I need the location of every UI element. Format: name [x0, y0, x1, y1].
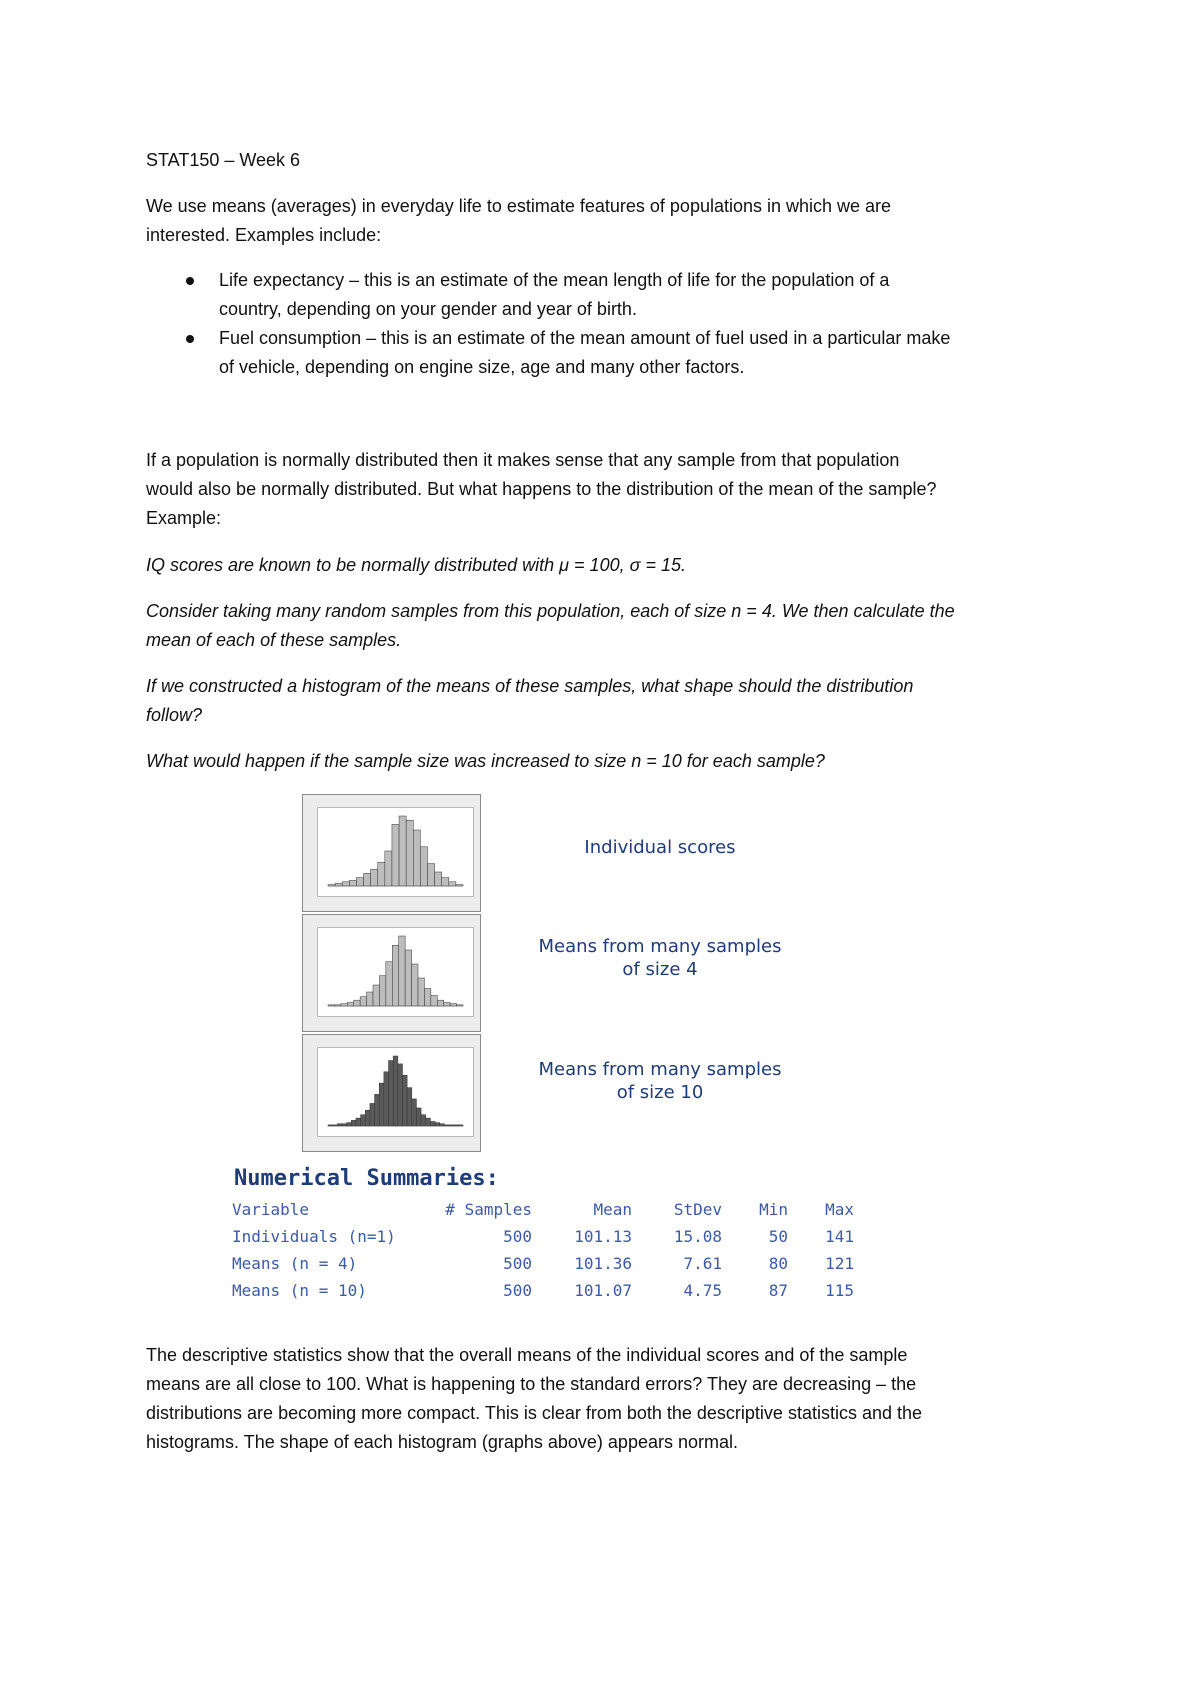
bullet-dot [186, 277, 194, 285]
histogram-bar [444, 1003, 450, 1007]
histogram-individuals-chart [318, 808, 473, 896]
table-cell: 500 [503, 1254, 532, 1273]
histogram-bar [349, 880, 356, 886]
histogram-bar [431, 996, 437, 1007]
histogram-bar [393, 1056, 398, 1126]
table-cell: 80 [768, 1254, 788, 1273]
caption-means-n10 [520, 1058, 800, 1104]
paragraph-2-line-2: would also be normally distributed. But what happens to the distribution of the mean of the sample? [146, 479, 937, 499]
caption-individual-scores [520, 836, 800, 859]
histogram-bar [360, 997, 366, 1006]
example-line-2: Consider taking many random samples from this population, each of size n = 4. We then calculate the [146, 601, 955, 621]
table-cell: Means (n = 4) [232, 1254, 358, 1273]
table-cell: 141 [825, 1227, 854, 1246]
example-line-5: follow? [146, 705, 203, 725]
histogram-bar [342, 882, 349, 886]
histogram-bar [449, 1125, 454, 1126]
histogram-bar [427, 864, 434, 886]
histogram-bar [354, 1000, 360, 1006]
histogram-bar [437, 1000, 443, 1006]
bullet-2-line-1: Fuel consumption – this is an estimate of the mean amount of fuel used in a particular make [219, 328, 951, 348]
table-cell: 7.61 [683, 1254, 722, 1273]
histogram-bar [392, 824, 399, 886]
histogram-bar [328, 885, 335, 886]
histogram-bar [412, 964, 418, 1006]
table-row [232, 1277, 854, 1304]
table-cell: Means (n = 10) [232, 1281, 367, 1300]
paragraph-2-line-1: If a population is normally distributed then it makes sense that any sample from that population [146, 450, 900, 470]
histogram-bar [435, 872, 442, 886]
histogram-bar [402, 1075, 407, 1126]
histogram-bar [328, 1005, 334, 1006]
table-row [232, 1250, 854, 1277]
table-cell: 15.08 [673, 1227, 722, 1246]
histogram-bar [435, 1123, 440, 1126]
table-cell: 121 [825, 1254, 854, 1273]
column-header: Mean [593, 1200, 632, 1219]
table-cell: 101.13 [574, 1227, 632, 1246]
column-header: Max [825, 1200, 854, 1219]
histogram-bar [341, 1004, 347, 1006]
histogram-bar [440, 1124, 445, 1126]
bullet-1-line-1: Life expectancy – this is an estimate of the mean length of life for the population of a [219, 270, 890, 290]
histogram-plot-area [317, 927, 474, 1017]
numerical-summaries-title: Numerical Summaries: [234, 1166, 499, 1191]
histogram-panel-means-n4 [302, 914, 481, 1032]
histogram-bar [384, 1072, 389, 1126]
document-header: STAT150 – Week 6 [146, 150, 301, 170]
histogram-bar [457, 1005, 463, 1006]
histogram-bar [386, 962, 392, 1006]
histogram-bar [347, 1123, 352, 1126]
table-cell: 500 [503, 1227, 532, 1246]
histogram-bar [328, 1125, 333, 1126]
histogram-bar [370, 1103, 375, 1126]
conclusion-line-3: distributions are becoming more compact. This is clear from both the descriptive statistics and the [146, 1403, 923, 1423]
table-cell: 4.75 [683, 1281, 722, 1300]
histogram-bar [373, 985, 379, 1006]
bullet-dot [186, 335, 194, 343]
bullet-1-line-2: country, depending on your gender and year of birth. [219, 299, 637, 319]
histogram-bar [379, 976, 385, 1006]
intro-line-2: interested. Examples include: [146, 225, 382, 245]
example-line-6: What would happen if the sample size was increased to size n = 10 for each sample? [146, 751, 825, 771]
histogram-bar [418, 978, 424, 1006]
caption-means-n4 [520, 935, 800, 981]
table-cell: 87 [768, 1281, 788, 1300]
table-cell: 115 [825, 1281, 854, 1300]
bullet-2-line-2: of vehicle, depending on engine size, age and many other factors. [219, 357, 745, 377]
histogram-bar [375, 1094, 380, 1126]
paragraph-2-line-3: Example: [146, 508, 222, 528]
histogram-bar [364, 873, 371, 886]
histogram-bar [426, 1118, 431, 1126]
histogram-plot-area [317, 807, 474, 897]
histogram-bar [351, 1120, 356, 1126]
histogram-bar [413, 830, 420, 886]
histogram-bar [392, 945, 398, 1006]
conclusion-line-1: The descriptive statistics show that the overall means of the individual scores and of the sample [146, 1345, 908, 1365]
histogram-bar [406, 820, 413, 886]
histogram-bar [420, 847, 427, 886]
caption-line: of size 10 [616, 1082, 704, 1103]
histogram-bar [416, 1108, 421, 1126]
histogram-bar [458, 1125, 463, 1126]
table-cell: 101.36 [574, 1254, 632, 1273]
histogram-plot-area [317, 1047, 474, 1137]
histogram-panel-means-n10 [302, 1034, 481, 1152]
caption-line: Means from many samples [538, 936, 782, 957]
histogram-bar [442, 878, 449, 886]
caption-line: Means from many samples [538, 1059, 782, 1080]
histogram-bar [456, 885, 463, 886]
conclusion-line-2: means are all close to 100. What is happening to the standard errors? They are decreasing – the [146, 1374, 917, 1394]
histogram-bar [342, 1124, 347, 1126]
histogram-bar [367, 992, 373, 1006]
histogram-bar [424, 989, 430, 1007]
histogram-bar [398, 1064, 403, 1126]
histogram-bar [378, 862, 385, 886]
column-header: StDev [673, 1200, 722, 1219]
table-header-row [232, 1196, 854, 1223]
example-line-1: IQ scores are known to be normally distributed with μ = 100, σ = 15. [146, 555, 686, 575]
histogram-bar [405, 950, 411, 1006]
histogram-bar [335, 883, 342, 886]
column-header: # Samples [445, 1200, 532, 1219]
histogram-bar [450, 1004, 456, 1006]
histogram-bar [337, 1124, 342, 1126]
table-cell: Individuals (n=1) [232, 1227, 396, 1246]
histogram-bar [449, 882, 456, 886]
histogram-bar [407, 1088, 412, 1126]
histogram-bar [421, 1115, 426, 1126]
histogram-means-n4-chart [318, 928, 473, 1016]
table-cell: 101.07 [574, 1281, 632, 1300]
histogram-bar [399, 936, 405, 1006]
histogram-bar [399, 816, 406, 886]
table-row [232, 1223, 854, 1250]
histogram-bar [389, 1061, 394, 1126]
histogram-bar [334, 1005, 340, 1006]
histogram-bar [356, 1118, 361, 1126]
column-header: Variable [232, 1200, 310, 1219]
caption-line: of size 4 [622, 959, 698, 980]
histogram-bar [444, 1125, 449, 1126]
histogram-bar [454, 1125, 459, 1126]
conclusion-line-4: histograms. The shape of each histogram (graphs above) appears normal. [146, 1432, 738, 1452]
histogram-bar [379, 1083, 384, 1126]
histogram-bar [361, 1115, 366, 1126]
histogram-bar [365, 1110, 370, 1126]
numerical-summaries-table [232, 1196, 854, 1304]
caption-line: Individual scores [584, 837, 736, 858]
column-header: Min [759, 1200, 788, 1219]
histogram-bar [356, 878, 363, 886]
histogram-bar [430, 1121, 435, 1126]
example-line-4: If we constructed a histogram of the means of these samples, what shape should the distribution [146, 676, 914, 696]
histogram-bar [412, 1099, 417, 1126]
table-cell: 500 [503, 1281, 532, 1300]
histogram-bar [347, 1003, 353, 1007]
histogram-panel-individuals [302, 794, 481, 912]
table-cell: 50 [768, 1227, 788, 1246]
histogram-means-n10-chart [318, 1048, 473, 1136]
histogram-bar [371, 869, 378, 886]
example-line-3: mean of each of these samples. [146, 630, 402, 650]
intro-line-1: We use means (averages) in everyday life to estimate features of populations in which we are [146, 196, 892, 216]
histogram-bar [385, 851, 392, 886]
histogram-bar [333, 1125, 338, 1126]
